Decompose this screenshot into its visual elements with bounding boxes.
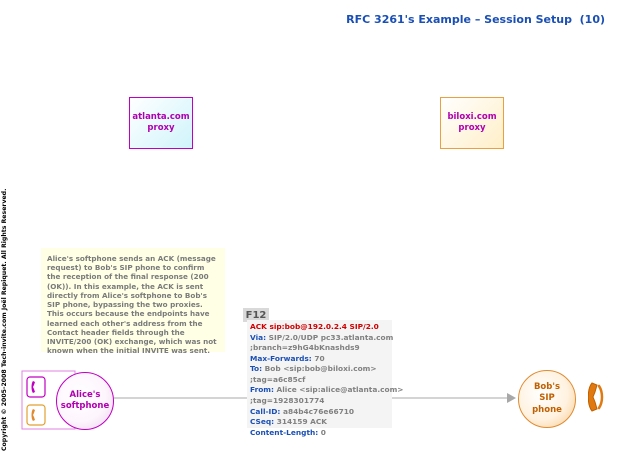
cseq-header: CSeq: [250,417,275,427]
to-tag: ;tag=a6c85cf [250,374,306,384]
ack-arrow-head [507,393,516,403]
max-forwards-header: Max-Forwards: [250,353,312,363]
phone-icon [26,404,46,426]
copyright-notice: Copyright © 2005-2008 Tech-invite.com Joël Repiquet. All Rights Reserved. [1,188,8,451]
via-branch: ;branch=z9hG4bKnashds9 [250,343,360,353]
alice-name: Alice's [69,389,101,400]
bob-name: Bob's [533,382,561,393]
phone-icon [588,380,606,414]
content-length-line [250,428,389,439]
call-id-value: a84b4c76e66710 [280,406,355,416]
atlanta-proxy-role: proxy [147,123,175,133]
bob-device-1: SIP [539,393,555,404]
cseq-line [250,417,389,428]
biloxi-proxy-name: biloxi.com [447,111,497,122]
explanation-note: Alice's softphone sends an ACK (message request) to Bob's SIP phone to confirm the reception of the final response (200 (OK)). In this example, the ACK is sent directly from Alice's softphone to Bob's SIP phone, bypassing the two proxies. This occurs because the endpoints have learned each other's address from the Contact header fields through the INVITE/200 (OK) exchange, which was not known when the initial INVITE was sent. [41,248,225,352]
to-header: To: [250,364,263,374]
atlanta-proxy-name: atlanta.com [132,111,190,122]
call-id-line [250,407,389,418]
from-tag: ;tag=1928301774 [250,396,325,406]
call-id-header: Call-ID: [250,406,281,416]
alice-softphone [56,372,114,430]
via-value: SIP/2.0/UDP pc33.atlanta.com [266,332,394,342]
to-line [250,364,389,375]
phone-icon [26,376,46,398]
from-value: Alice <sip:alice@atlanta.com> [273,385,404,395]
sip-message [247,320,404,437]
biloxi-proxy-role: proxy [458,123,486,133]
cseq-value: 314159 ACK [274,417,328,427]
content-length-value: 0 [318,427,326,437]
to-value: Bob <sip:bob@biloxi.com> [262,364,377,374]
alice-device: softphone [60,401,110,411]
bob-sip-phone [518,370,576,428]
from-line [250,385,404,396]
request-line: ACK sip:bob@192.0.2.4 SIP/2.0 [250,322,379,331]
content-length-header: Content-Length: [250,427,319,437]
via-header: Via: [250,332,267,342]
max-forwards-line [250,354,389,365]
max-forwards-value: 70 [311,353,325,363]
via-line [250,332,394,344]
from-header: From: [250,385,274,395]
bob-device-2: phone [532,404,562,415]
message-tag: F12 [243,308,269,322]
slide-title: RFC 3261's Example – Session Setup (10) [346,13,605,26]
